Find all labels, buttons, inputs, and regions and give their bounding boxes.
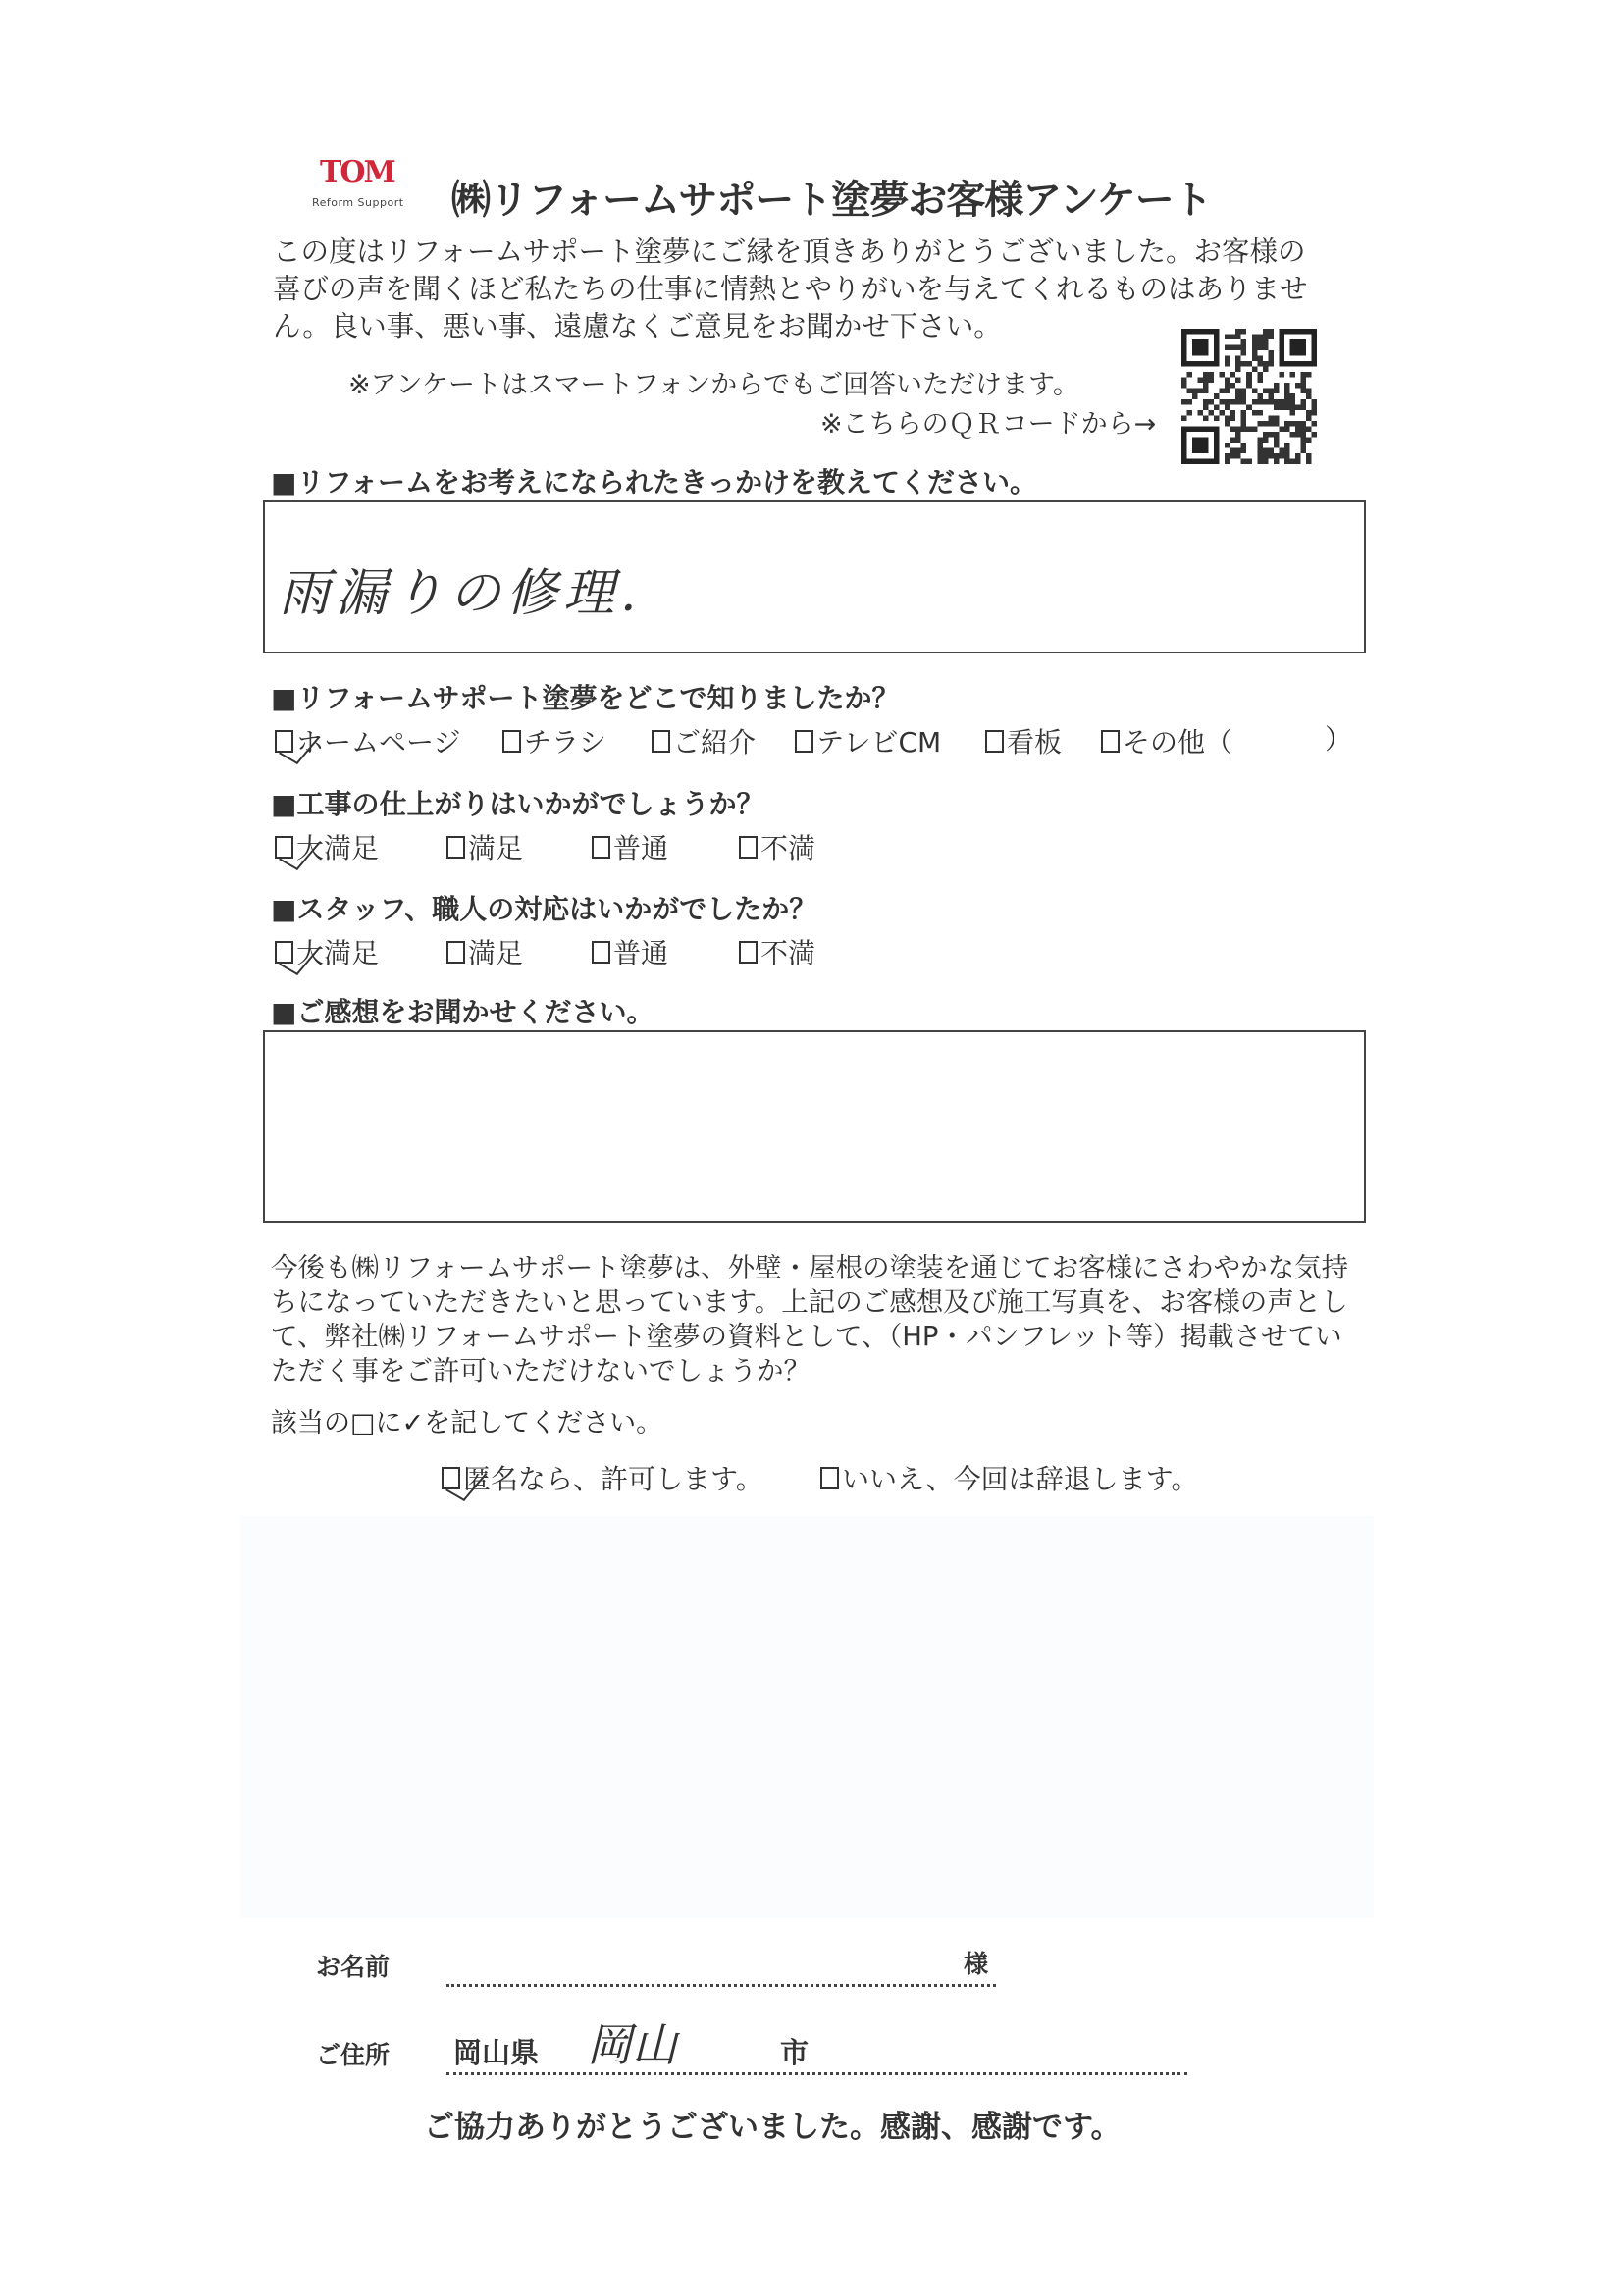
checkbox[interactable] — [985, 730, 1004, 753]
option-label: 看板 — [1007, 726, 1063, 758]
permission-text: 今後も㈱リフォームサポート塗夢は、外壁・屋根の塗装を通じてお客様にさわやかな気持ちになっていただきたいと思っています。上記のご感想及び施工写真を、お客様の声として、弊社㈱リフォームサポート塗夢の資料として、（HP・パンフレット等）掲載させていただく事をご許可いただけないでしょうか？ — [271, 1252, 1349, 1386]
name-field[interactable] — [446, 1984, 996, 1987]
option-3[interactable] — [739, 827, 815, 866]
city-handwritten: 岡山 — [587, 2018, 677, 2071]
q1-handwritten-answer: 雨漏りの修理. — [279, 564, 643, 623]
city-suffix: 市 — [780, 2036, 810, 2069]
option-4[interactable] — [985, 721, 1062, 760]
checkbox[interactable] — [795, 730, 813, 753]
other-close-paren: ） — [1325, 723, 1353, 756]
option-label: いいえ、今回は辞退します。 — [842, 1463, 1199, 1495]
checkbox[interactable] — [1101, 730, 1120, 753]
option-1[interactable] — [820, 1458, 1198, 1497]
intro-text: この度はリフォームサポート塗夢にご縁を頂きありがとうございました。お客様の喜びの声を聞くほど私たちの仕事に情熱とやりがいを与えてくれるものはありません。良い事、悪い事、遠慮なくご意見をお聞かせ下さい。 — [273, 235, 1308, 342]
option-3[interactable] — [739, 932, 815, 971]
checkbox[interactable] — [739, 941, 758, 964]
option-0[interactable] — [275, 932, 379, 971]
company-logo — [312, 155, 420, 214]
permission-instruction: 該当の□に✓を記してください。 — [271, 1408, 663, 1438]
checkbox[interactable] — [592, 941, 610, 964]
option-1[interactable] — [446, 932, 523, 971]
option-label: 満足 — [468, 832, 524, 864]
q1-heading: ■リフォームをお考えになられたきっかけを教えてください。 — [271, 466, 1038, 498]
checkbox[interactable] — [739, 836, 758, 859]
checked-checkbox[interactable] — [442, 1467, 460, 1489]
option-label: 匿名なら、許可します。 — [463, 1463, 763, 1495]
checked-checkbox[interactable] — [275, 836, 293, 859]
checkbox[interactable] — [446, 836, 465, 859]
option-label: 満足 — [468, 937, 524, 969]
option-label: 大満足 — [296, 937, 380, 969]
q1-answer-field[interactable] — [263, 500, 1366, 653]
option-1[interactable] — [446, 827, 523, 866]
page-title: ㈱リフォームサポート塗夢お客様アンケート — [451, 178, 1212, 223]
option-2[interactable] — [652, 721, 756, 760]
name-label: お名前 — [316, 1953, 391, 1981]
qr-code-icon[interactable] — [1181, 329, 1317, 464]
qr-note: ※こちらのＱＲコードから→ — [820, 409, 1157, 440]
q2-heading: ■リフォームサポート塗夢をどこで知りましたか？ — [271, 682, 900, 714]
option-1[interactable] — [502, 721, 606, 760]
checkbox[interactable] — [820, 1467, 839, 1489]
address-label: ご住所 — [316, 2041, 391, 2069]
option-0[interactable] — [275, 721, 460, 760]
option-5[interactable] — [1101, 721, 1232, 760]
redacted-area — [240, 1516, 1374, 1918]
logo-subtitle: Reform Support — [312, 196, 404, 209]
option-0[interactable] — [275, 827, 379, 866]
logo-mark: TOM — [320, 155, 394, 189]
smartphone-note: ※アンケートはスマートフォンからでもご回答いただけます。 — [348, 370, 1079, 400]
checked-checkbox[interactable] — [275, 941, 293, 964]
checkbox[interactable] — [592, 836, 610, 859]
q5-answer-field[interactable] — [263, 1030, 1366, 1223]
option-label: 大満足 — [296, 832, 380, 864]
option-label: ご紹介 — [673, 726, 757, 758]
option-2[interactable] — [592, 932, 668, 971]
option-3[interactable] — [795, 721, 941, 760]
option-0[interactable] — [442, 1458, 763, 1497]
option-label: その他（ — [1123, 726, 1233, 758]
q5-heading: ■ご感想をお聞かせください。 — [271, 996, 654, 1028]
option-label: 普通 — [613, 832, 669, 864]
checkbox[interactable] — [652, 730, 670, 753]
option-label: ホームページ — [296, 726, 461, 758]
checkbox[interactable] — [502, 730, 521, 753]
option-label: 不満 — [760, 937, 816, 969]
name-suffix: 様 — [964, 1950, 989, 1978]
option-label: 普通 — [613, 937, 669, 969]
q3-heading: ■工事の仕上がりはいかがでしょうか？ — [271, 788, 764, 820]
checked-checkbox[interactable] — [275, 730, 293, 753]
address-field[interactable] — [446, 2072, 1187, 2075]
option-label: テレビCM — [816, 726, 942, 758]
option-2[interactable] — [592, 827, 668, 866]
q4-heading: ■スタッフ、職人の対応はいかがでしたか？ — [271, 893, 817, 925]
option-label: チラシ — [524, 726, 607, 758]
option-label: 不満 — [760, 832, 816, 864]
thanks-message: ご協力ありがとうございました。感謝、感謝です。 — [424, 2110, 1122, 2145]
prefecture-label: 岡山県 — [453, 2036, 540, 2069]
checkbox[interactable] — [446, 941, 465, 964]
